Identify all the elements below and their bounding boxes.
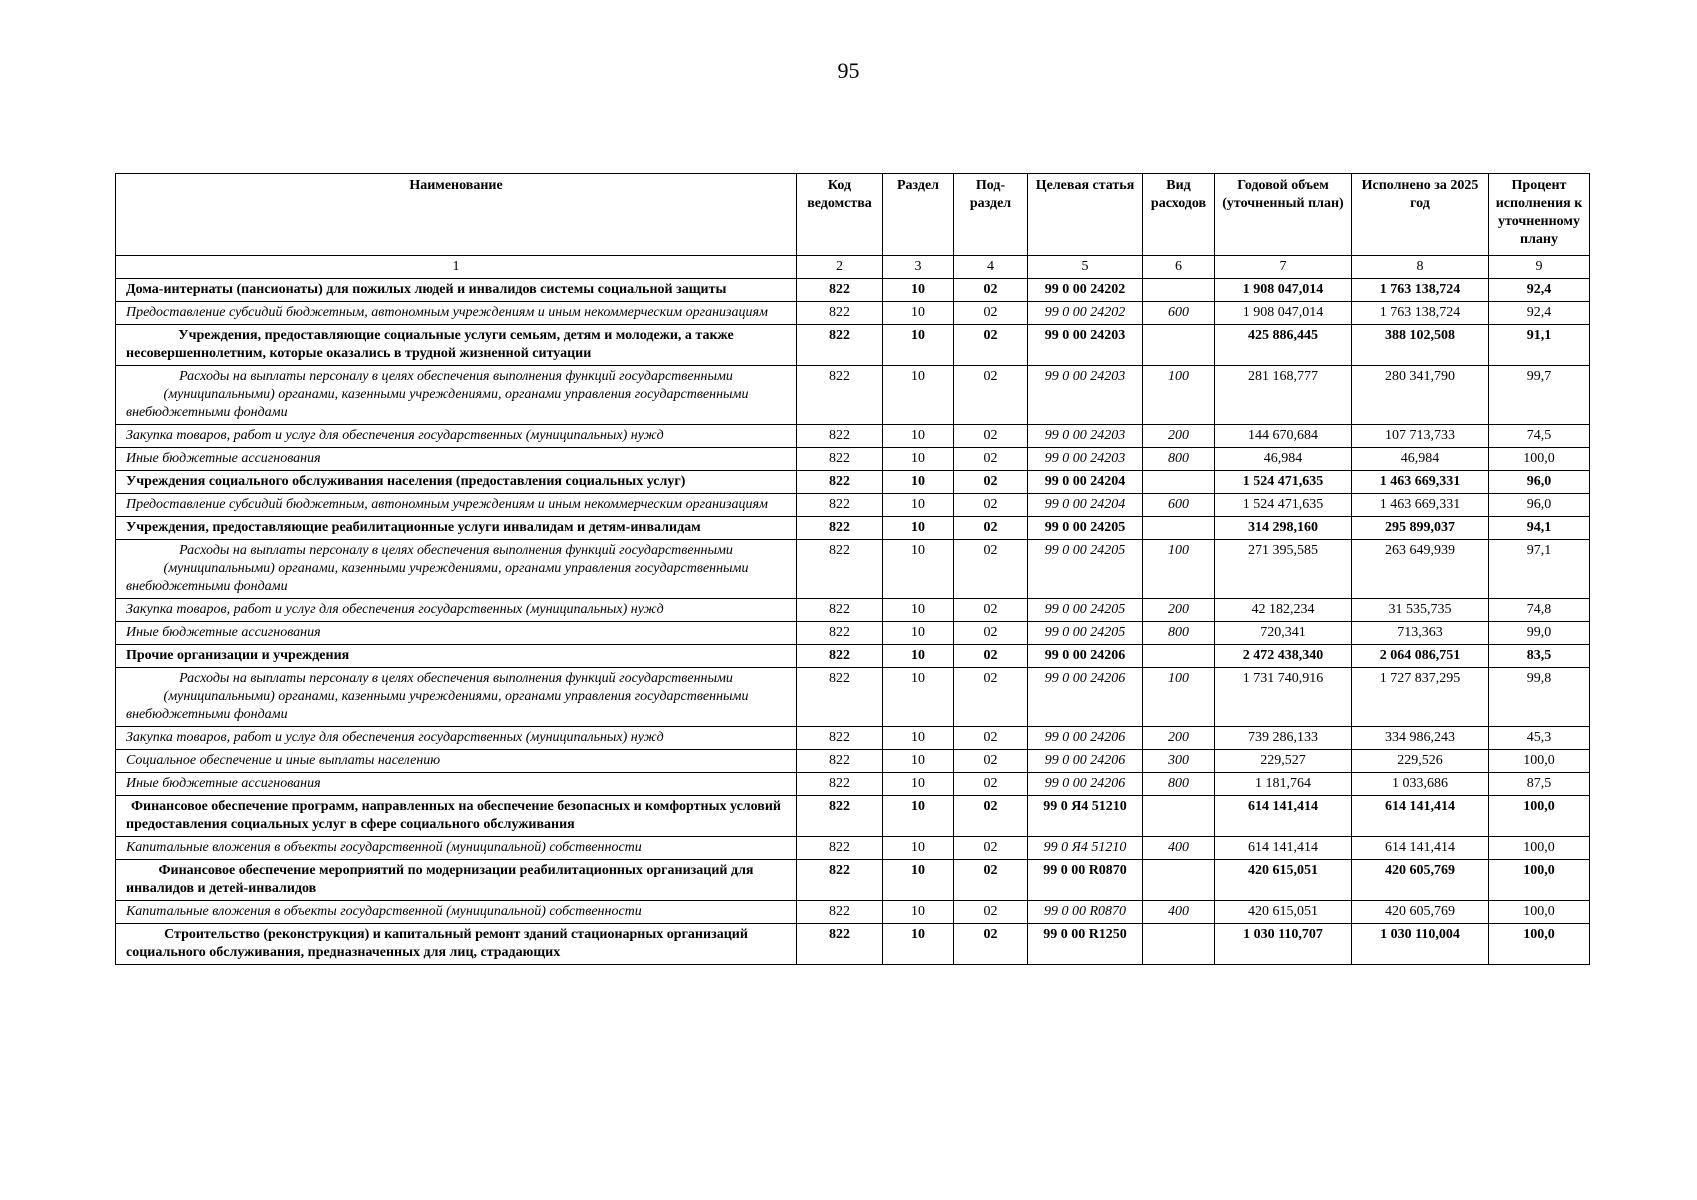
row-target-article: 99 0 00 24204 bbox=[1028, 471, 1143, 494]
row-section: 10 bbox=[883, 645, 954, 668]
column-number: 2 bbox=[797, 256, 883, 279]
row-annual-plan: 281 168,777 bbox=[1215, 366, 1352, 425]
row-dept-code: 822 bbox=[797, 325, 883, 366]
row-target-article: 99 0 00 24203 bbox=[1028, 448, 1143, 471]
row-section: 10 bbox=[883, 279, 954, 302]
header-plan: Годовой объем (уточненный план) bbox=[1215, 174, 1352, 256]
row-subsection: 02 bbox=[954, 645, 1028, 668]
row-name: Учреждения, предоставляющие социальные услуги семьям, детям и молодежи, а также несовершеннолетним, которые оказались в трудной жизненной ситуации bbox=[116, 325, 797, 366]
row-percent: 94,1 bbox=[1489, 517, 1590, 540]
row-dept-code: 822 bbox=[797, 448, 883, 471]
column-number: 8 bbox=[1352, 256, 1489, 279]
row-expense-type: 400 bbox=[1143, 837, 1215, 860]
header-row bbox=[116, 174, 1590, 256]
row-expense-type: 800 bbox=[1143, 622, 1215, 645]
row-annual-plan: 720,341 bbox=[1215, 622, 1352, 645]
row-expense-type: 100 bbox=[1143, 366, 1215, 425]
row-executed: 1 463 669,331 bbox=[1352, 471, 1489, 494]
row-dept-code: 822 bbox=[797, 796, 883, 837]
row-section: 10 bbox=[883, 325, 954, 366]
row-annual-plan: 46,984 bbox=[1215, 448, 1352, 471]
row-section: 10 bbox=[883, 366, 954, 425]
row-section: 10 bbox=[883, 302, 954, 325]
row-name: Иные бюджетные ассигнования bbox=[116, 448, 797, 471]
row-executed: 280 341,790 bbox=[1352, 366, 1489, 425]
row-annual-plan: 1 908 047,014 bbox=[1215, 302, 1352, 325]
row-expense-type: 100 bbox=[1143, 668, 1215, 727]
row-name: Финансовое обеспечение мероприятий по модернизации реабилитационных организаций для инвалидов и детей-инвалидов bbox=[116, 860, 797, 901]
row-target-article: 99 0 00 24205 bbox=[1028, 599, 1143, 622]
row-annual-plan: 614 141,414 bbox=[1215, 837, 1352, 860]
row-name: Капитальные вложения в объекты государственной (муниципальной) собственности bbox=[116, 901, 797, 924]
table-row-section bbox=[116, 325, 1590, 366]
row-subsection: 02 bbox=[954, 622, 1028, 645]
row-expense-type: 800 bbox=[1143, 773, 1215, 796]
row-expense-type bbox=[1143, 860, 1215, 901]
header-target: Целевая статья bbox=[1028, 174, 1143, 256]
row-name: Иные бюджетные ассигнования bbox=[116, 622, 797, 645]
column-number: 4 bbox=[954, 256, 1028, 279]
table-row-item bbox=[116, 727, 1590, 750]
row-subsection: 02 bbox=[954, 924, 1028, 965]
row-target-article: 99 0 Я4 51210 bbox=[1028, 837, 1143, 860]
row-subsection: 02 bbox=[954, 860, 1028, 901]
header-type: Вид расходов bbox=[1143, 174, 1215, 256]
row-annual-plan: 229,527 bbox=[1215, 750, 1352, 773]
row-target-article: 99 0 00 24203 bbox=[1028, 325, 1143, 366]
row-percent: 74,5 bbox=[1489, 425, 1590, 448]
table-row-item bbox=[116, 599, 1590, 622]
row-target-article: 99 0 00 24206 bbox=[1028, 750, 1143, 773]
row-name: Учреждения, предоставляющие реабилитационные услуги инвалидам и детям-инвалидам bbox=[116, 517, 797, 540]
row-subsection: 02 bbox=[954, 837, 1028, 860]
row-name: Закупка товаров, работ и услуг для обеспечения государственных (муниципальных) нужд bbox=[116, 727, 797, 750]
row-executed: 614 141,414 bbox=[1352, 796, 1489, 837]
row-target-article: 99 0 00 R0870 bbox=[1028, 860, 1143, 901]
row-expense-type: 800 bbox=[1143, 448, 1215, 471]
row-section: 10 bbox=[883, 517, 954, 540]
row-annual-plan: 42 182,234 bbox=[1215, 599, 1352, 622]
column-number: 7 bbox=[1215, 256, 1352, 279]
column-number: 1 bbox=[116, 256, 797, 279]
row-dept-code: 822 bbox=[797, 425, 883, 448]
row-dept-code: 822 bbox=[797, 901, 883, 924]
table-row-item bbox=[116, 622, 1590, 645]
row-name: Иные бюджетные ассигнования bbox=[116, 773, 797, 796]
row-expense-type: 400 bbox=[1143, 901, 1215, 924]
table-row-item bbox=[116, 773, 1590, 796]
table-row-section bbox=[116, 471, 1590, 494]
row-percent: 83,5 bbox=[1489, 645, 1590, 668]
row-name: Финансовое обеспечение программ, направленных на обеспечение безопасных и комфортных условий предоставления социальных услуг в сфере социального обслуживания bbox=[116, 796, 797, 837]
row-annual-plan: 314 298,160 bbox=[1215, 517, 1352, 540]
row-expense-type: 300 bbox=[1143, 750, 1215, 773]
row-target-article: 99 0 00 24204 bbox=[1028, 494, 1143, 517]
row-section: 10 bbox=[883, 622, 954, 645]
row-annual-plan: 420 615,051 bbox=[1215, 860, 1352, 901]
row-dept-code: 822 bbox=[797, 924, 883, 965]
header-section: Раздел bbox=[883, 174, 954, 256]
row-section: 10 bbox=[883, 727, 954, 750]
row-annual-plan: 2 472 438,340 bbox=[1215, 645, 1352, 668]
row-executed: 1 763 138,724 bbox=[1352, 279, 1489, 302]
row-name: Социальное обеспечение и иные выплаты населению bbox=[116, 750, 797, 773]
row-subsection: 02 bbox=[954, 517, 1028, 540]
row-target-article: 99 0 00 24206 bbox=[1028, 645, 1143, 668]
row-executed: 420 605,769 bbox=[1352, 901, 1489, 924]
table-row-item bbox=[116, 901, 1590, 924]
row-dept-code: 822 bbox=[797, 622, 883, 645]
row-expense-type: 200 bbox=[1143, 425, 1215, 448]
row-section: 10 bbox=[883, 540, 954, 599]
table-row-item bbox=[116, 837, 1590, 860]
table-row-item bbox=[116, 302, 1590, 325]
row-annual-plan: 1 524 471,635 bbox=[1215, 494, 1352, 517]
row-name: Закупка товаров, работ и услуг для обеспечения государственных (муниципальных) нужд bbox=[116, 599, 797, 622]
row-expense-type bbox=[1143, 645, 1215, 668]
row-percent: 100,0 bbox=[1489, 901, 1590, 924]
row-dept-code: 822 bbox=[797, 668, 883, 727]
table-row-item bbox=[116, 425, 1590, 448]
row-subsection: 02 bbox=[954, 750, 1028, 773]
row-dept-code: 822 bbox=[797, 494, 883, 517]
header-dept: Код ведомства bbox=[797, 174, 883, 256]
row-subsection: 02 bbox=[954, 796, 1028, 837]
table-row-section bbox=[116, 924, 1590, 965]
row-executed: 1 030 110,004 bbox=[1352, 924, 1489, 965]
row-percent: 100,0 bbox=[1489, 924, 1590, 965]
table-row-item bbox=[116, 540, 1590, 599]
table-row-section bbox=[116, 645, 1590, 668]
table-row-item bbox=[116, 668, 1590, 727]
row-annual-plan: 1 030 110,707 bbox=[1215, 924, 1352, 965]
row-executed: 229,526 bbox=[1352, 750, 1489, 773]
row-executed: 388 102,508 bbox=[1352, 325, 1489, 366]
row-subsection: 02 bbox=[954, 727, 1028, 750]
row-subsection: 02 bbox=[954, 325, 1028, 366]
row-executed: 263 649,939 bbox=[1352, 540, 1489, 599]
row-executed: 334 986,243 bbox=[1352, 727, 1489, 750]
row-name: Учреждения социального обслуживания населения (предоставления социальных услуг) bbox=[116, 471, 797, 494]
row-target-article: 99 0 00 24206 bbox=[1028, 773, 1143, 796]
row-annual-plan: 144 670,684 bbox=[1215, 425, 1352, 448]
row-expense-type: 200 bbox=[1143, 599, 1215, 622]
row-percent: 100,0 bbox=[1489, 448, 1590, 471]
row-target-article: 99 0 Я4 51210 bbox=[1028, 796, 1143, 837]
table-row-item bbox=[116, 494, 1590, 517]
row-percent: 92,4 bbox=[1489, 302, 1590, 325]
row-executed: 46,984 bbox=[1352, 448, 1489, 471]
row-target-article: 99 0 00 24205 bbox=[1028, 622, 1143, 645]
row-target-article: 99 0 00 24206 bbox=[1028, 668, 1143, 727]
row-target-article: 99 0 00 24203 bbox=[1028, 425, 1143, 448]
row-section: 10 bbox=[883, 773, 954, 796]
row-dept-code: 822 bbox=[797, 366, 883, 425]
row-executed: 614 141,414 bbox=[1352, 837, 1489, 860]
row-dept-code: 822 bbox=[797, 773, 883, 796]
row-subsection: 02 bbox=[954, 448, 1028, 471]
row-subsection: 02 bbox=[954, 302, 1028, 325]
row-expense-type: 200 bbox=[1143, 727, 1215, 750]
row-percent: 74,8 bbox=[1489, 599, 1590, 622]
row-subsection: 02 bbox=[954, 668, 1028, 727]
row-expense-type: 600 bbox=[1143, 494, 1215, 517]
row-section: 10 bbox=[883, 448, 954, 471]
row-subsection: 02 bbox=[954, 279, 1028, 302]
row-section: 10 bbox=[883, 494, 954, 517]
row-executed: 420 605,769 bbox=[1352, 860, 1489, 901]
row-target-article: 99 0 00 24205 bbox=[1028, 517, 1143, 540]
row-executed: 713,363 bbox=[1352, 622, 1489, 645]
header-name: Наименование bbox=[116, 174, 797, 256]
row-percent: 45,3 bbox=[1489, 727, 1590, 750]
row-subsection: 02 bbox=[954, 494, 1028, 517]
column-number: 9 bbox=[1489, 256, 1590, 279]
row-annual-plan: 420 615,051 bbox=[1215, 901, 1352, 924]
row-expense-type bbox=[1143, 517, 1215, 540]
row-dept-code: 822 bbox=[797, 750, 883, 773]
row-percent: 100,0 bbox=[1489, 796, 1590, 837]
row-expense-type bbox=[1143, 325, 1215, 366]
row-executed: 31 535,735 bbox=[1352, 599, 1489, 622]
row-subsection: 02 bbox=[954, 366, 1028, 425]
page-number: 95 bbox=[837, 58, 860, 83]
row-expense-type bbox=[1143, 471, 1215, 494]
row-target-article: 99 0 00 24205 bbox=[1028, 540, 1143, 599]
row-section: 10 bbox=[883, 796, 954, 837]
column-number: 6 bbox=[1143, 256, 1215, 279]
row-percent: 96,0 bbox=[1489, 471, 1590, 494]
row-section: 10 bbox=[883, 471, 954, 494]
row-expense-type bbox=[1143, 924, 1215, 965]
row-percent: 91,1 bbox=[1489, 325, 1590, 366]
row-percent: 92,4 bbox=[1489, 279, 1590, 302]
row-name: Расходы на выплаты персоналу в целях обеспечения выполнения функций государственными (муниципальными) органами, казенными учреждениями, органами управления государственными внебюджетными фондами bbox=[116, 668, 797, 727]
table-row-section bbox=[116, 860, 1590, 901]
column-number: 3 bbox=[883, 256, 954, 279]
row-expense-type: 600 bbox=[1143, 302, 1215, 325]
row-target-article: 99 0 00 R0870 bbox=[1028, 901, 1143, 924]
row-annual-plan: 1 524 471,635 bbox=[1215, 471, 1352, 494]
row-subsection: 02 bbox=[954, 901, 1028, 924]
row-dept-code: 822 bbox=[797, 599, 883, 622]
row-target-article: 99 0 00 R1250 bbox=[1028, 924, 1143, 965]
row-executed: 295 899,037 bbox=[1352, 517, 1489, 540]
table-row-section bbox=[116, 517, 1590, 540]
row-section: 10 bbox=[883, 599, 954, 622]
row-percent: 100,0 bbox=[1489, 860, 1590, 901]
row-expense-type bbox=[1143, 279, 1215, 302]
row-section: 10 bbox=[883, 901, 954, 924]
row-target-article: 99 0 00 24202 bbox=[1028, 302, 1143, 325]
row-dept-code: 822 bbox=[797, 727, 883, 750]
row-name: Предоставление субсидий бюджетным, автономным учреждениям и иным некоммерческим организациям bbox=[116, 494, 797, 517]
row-executed: 1 033,686 bbox=[1352, 773, 1489, 796]
row-name: Закупка товаров, работ и услуг для обеспечения государственных (муниципальных) нужд bbox=[116, 425, 797, 448]
row-expense-type bbox=[1143, 796, 1215, 837]
row-executed: 1 763 138,724 bbox=[1352, 302, 1489, 325]
column-number-row bbox=[116, 256, 1590, 279]
row-percent: 100,0 bbox=[1489, 837, 1590, 860]
row-name: Расходы на выплаты персоналу в целях обеспечения выполнения функций государственными (муниципальными) органами, казенными учреждениями, органами управления государственными внебюджетными фондами bbox=[116, 540, 797, 599]
row-dept-code: 822 bbox=[797, 471, 883, 494]
row-percent: 96,0 bbox=[1489, 494, 1590, 517]
row-name: Строительство (реконструкция) и капитальный ремонт зданий стационарных организаций социального обслуживания, предназначенных для лиц, страдающих bbox=[116, 924, 797, 965]
row-expense-type: 100 bbox=[1143, 540, 1215, 599]
row-annual-plan: 1 181,764 bbox=[1215, 773, 1352, 796]
row-executed: 1 463 669,331 bbox=[1352, 494, 1489, 517]
table-row-section bbox=[116, 796, 1590, 837]
row-name: Прочие организации и учреждения bbox=[116, 645, 797, 668]
row-section: 10 bbox=[883, 750, 954, 773]
row-percent: 99,7 bbox=[1489, 366, 1590, 425]
row-target-article: 99 0 00 24202 bbox=[1028, 279, 1143, 302]
table-body bbox=[116, 279, 1590, 965]
row-name: Предоставление субсидий бюджетным, автономным учреждениям и иным некоммерческим организациям bbox=[116, 302, 797, 325]
row-annual-plan: 1 908 047,014 bbox=[1215, 279, 1352, 302]
row-annual-plan: 739 286,133 bbox=[1215, 727, 1352, 750]
header-subsection: Под-раздел bbox=[954, 174, 1028, 256]
row-executed: 107 713,733 bbox=[1352, 425, 1489, 448]
row-subsection: 02 bbox=[954, 599, 1028, 622]
table-row-item bbox=[116, 448, 1590, 471]
row-subsection: 02 bbox=[954, 773, 1028, 796]
row-dept-code: 822 bbox=[797, 837, 883, 860]
row-percent: 100,0 bbox=[1489, 750, 1590, 773]
row-subsection: 02 bbox=[954, 540, 1028, 599]
row-dept-code: 822 bbox=[797, 517, 883, 540]
row-subsection: 02 bbox=[954, 425, 1028, 448]
table-row-section bbox=[116, 279, 1590, 302]
table-row-item bbox=[116, 750, 1590, 773]
column-number: 5 bbox=[1028, 256, 1143, 279]
row-annual-plan: 425 886,445 bbox=[1215, 325, 1352, 366]
header-executed: Исполнено за 2025 год bbox=[1352, 174, 1489, 256]
row-annual-plan: 614 141,414 bbox=[1215, 796, 1352, 837]
row-section: 10 bbox=[883, 837, 954, 860]
row-subsection: 02 bbox=[954, 471, 1028, 494]
row-percent: 99,8 bbox=[1489, 668, 1590, 727]
header-percent: Процент исполнения к уточненному плану bbox=[1489, 174, 1590, 256]
row-executed: 1 727 837,295 bbox=[1352, 668, 1489, 727]
row-name: Дома-интернаты (пансионаты) для пожилых людей и инвалидов системы социальной защиты bbox=[116, 279, 797, 302]
row-dept-code: 822 bbox=[797, 540, 883, 599]
row-section: 10 bbox=[883, 425, 954, 448]
row-section: 10 bbox=[883, 860, 954, 901]
row-section: 10 bbox=[883, 668, 954, 727]
row-dept-code: 822 bbox=[797, 645, 883, 668]
row-executed: 2 064 086,751 bbox=[1352, 645, 1489, 668]
row-percent: 99,0 bbox=[1489, 622, 1590, 645]
row-section: 10 bbox=[883, 924, 954, 965]
row-name: Расходы на выплаты персоналу в целях обеспечения выполнения функций государственными (муниципальными) органами, казенными учреждениями, органами управления государственными внебюджетными фондами bbox=[116, 366, 797, 425]
row-target-article: 99 0 00 24203 bbox=[1028, 366, 1143, 425]
row-target-article: 99 0 00 24206 bbox=[1028, 727, 1143, 750]
row-dept-code: 822 bbox=[797, 860, 883, 901]
table-row-item bbox=[116, 366, 1590, 425]
row-dept-code: 822 bbox=[797, 279, 883, 302]
row-annual-plan: 271 395,585 bbox=[1215, 540, 1352, 599]
row-annual-plan: 1 731 740,916 bbox=[1215, 668, 1352, 727]
row-percent: 97,1 bbox=[1489, 540, 1590, 599]
row-dept-code: 822 bbox=[797, 302, 883, 325]
budget-table bbox=[115, 173, 1590, 965]
row-percent: 87,5 bbox=[1489, 773, 1590, 796]
row-name: Капитальные вложения в объекты государственной (муниципальной) собственности bbox=[116, 837, 797, 860]
